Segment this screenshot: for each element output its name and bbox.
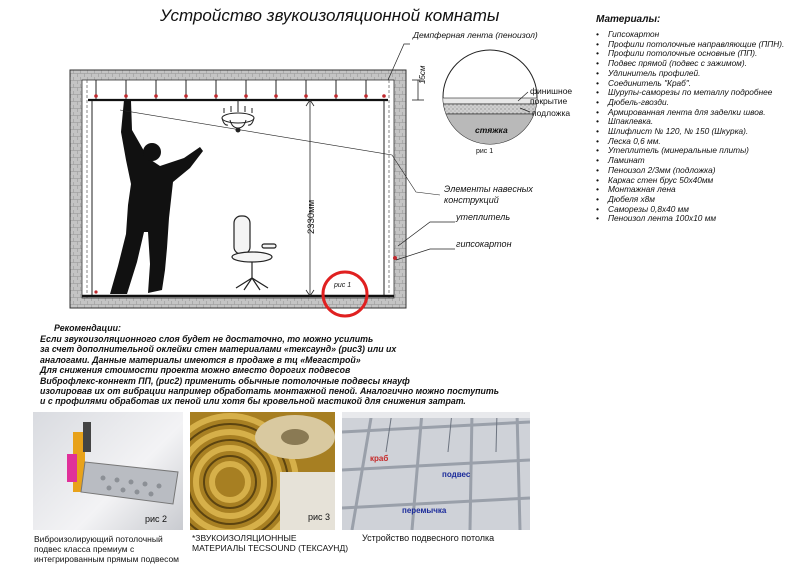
recommendation-line: и с профилями обработав их пеной или хотя бы кровельной мастикой для снижения затрат.: [40, 396, 466, 407]
photo-label: рис 2: [145, 514, 168, 524]
materials-item: • Шлифлист № 120, № 150 (Шкурка).: [596, 127, 796, 137]
underlay-label: подложка: [532, 108, 571, 118]
materials-item: • Саморезы 0,8х40 мм: [596, 205, 796, 215]
materials-list: [596, 30, 796, 224]
recommendation-line: аналогами. Данные материалы имеются в продаже в тц «Мегастрой»: [40, 354, 361, 365]
photo-vibro-hanger: [33, 412, 183, 530]
photo-tecsound: [190, 412, 335, 530]
page-title: Устройство звукоизоляционной комнаты: [160, 6, 500, 25]
recommendation-line: Если звукоизоляционного слоя будет не достаточно, то можно усилить: [40, 334, 374, 344]
recommendations-text: [40, 334, 560, 407]
photo-ceiling: [342, 412, 530, 530]
ceiling-tag-bridge: перемычка: [402, 506, 447, 515]
pic1-detail-label: рис 1: [476, 148, 494, 155]
materials-item: • Ламинат: [596, 156, 796, 166]
materials-item: • Дюбеля х8м: [596, 195, 796, 205]
dim-15-label: 15см: [418, 65, 427, 84]
materials-item: • Армированная лента для заделки швов.: [596, 108, 796, 118]
materials-item: • Шпаклевка.: [596, 117, 796, 127]
photo-label: рис 3: [308, 512, 331, 522]
room-diagram: [0, 0, 600, 330]
materials-item: • Профили потолочные направляющие (ППН).: [596, 40, 796, 50]
photo-caption: Устройство подвесного потолка: [362, 533, 495, 543]
finish-coat-label: финишное покрытие: [530, 86, 573, 106]
photo-caption: *ЗВУКОИЗОЛЯЦИОННЫЕ МАТЕРИАЛЫ TECSOUND (ТЕКСАУНД): [192, 533, 349, 553]
materials-item: • Дюбель-гвозди.: [596, 98, 796, 108]
photo-caption: Виброизолирующий потолочный подвес класса премиум с интегрированным прямым подвесом: [34, 534, 180, 564]
damper-tape-label: Демпферная лента (пеноизол): [413, 30, 538, 40]
materials-item: • Соединитель "Краб".: [596, 79, 796, 89]
materials-title: Материалы:: [596, 14, 661, 25]
materials-item: • Профили потолочные основные (ПП).: [596, 49, 796, 59]
materials-item: • Удлинитель профилей.: [596, 69, 796, 79]
recommendations-title: Рекомендации:: [54, 323, 121, 333]
materials-item: • Каркас стен брус 50х40мм: [596, 176, 796, 186]
materials-item: • Леска 0,6 мм.: [596, 137, 796, 147]
recommendation-line: за счет дополнительной оклейки стен материалами «тексаунд» (рис3) или их: [40, 344, 397, 355]
materials-item: • Шурупы-саморезы по металлу подробнее: [596, 88, 796, 98]
materials-item: • Подвес прямой (подвес с зажимом).: [596, 59, 796, 69]
materials-item: • Монтажная лена: [596, 185, 796, 195]
materials-item: • Пеноизол лента 100х10 мм: [596, 214, 796, 224]
recommendation-line: Виброфлекс-коннект ПП, (рис2) применить обычные потолочные подвесы кнауф: [40, 375, 410, 386]
materials-item: • Пеноизол 2/3мм (подложка): [596, 166, 796, 176]
drywall-label: гипсокартон: [456, 239, 512, 249]
screed-label: стяжка: [475, 125, 508, 135]
ceiling-tag-crab: краб: [370, 454, 389, 463]
dim-2330-label: 2330мм: [306, 199, 317, 234]
pic1-room-label: рис 1: [334, 282, 352, 289]
suspended-elements-label: Элементы навесных конструкций: [444, 184, 533, 205]
materials-item: • Утеплитель (минеральные плиты): [596, 146, 796, 156]
materials-item: • Гипсокартон: [596, 30, 796, 40]
recommendation-line: Для снижения стоимости проекта можно вместо дорогих подвесов: [40, 365, 351, 376]
recommendation-line: изолировав их от вибрации например обработать монтажной пеной. Аналогично можно поступить: [40, 386, 499, 397]
ceiling-tag-hanger: подвес: [442, 470, 471, 479]
insulation-label: утеплитель: [456, 212, 511, 222]
detail-circle: [440, 50, 540, 154]
